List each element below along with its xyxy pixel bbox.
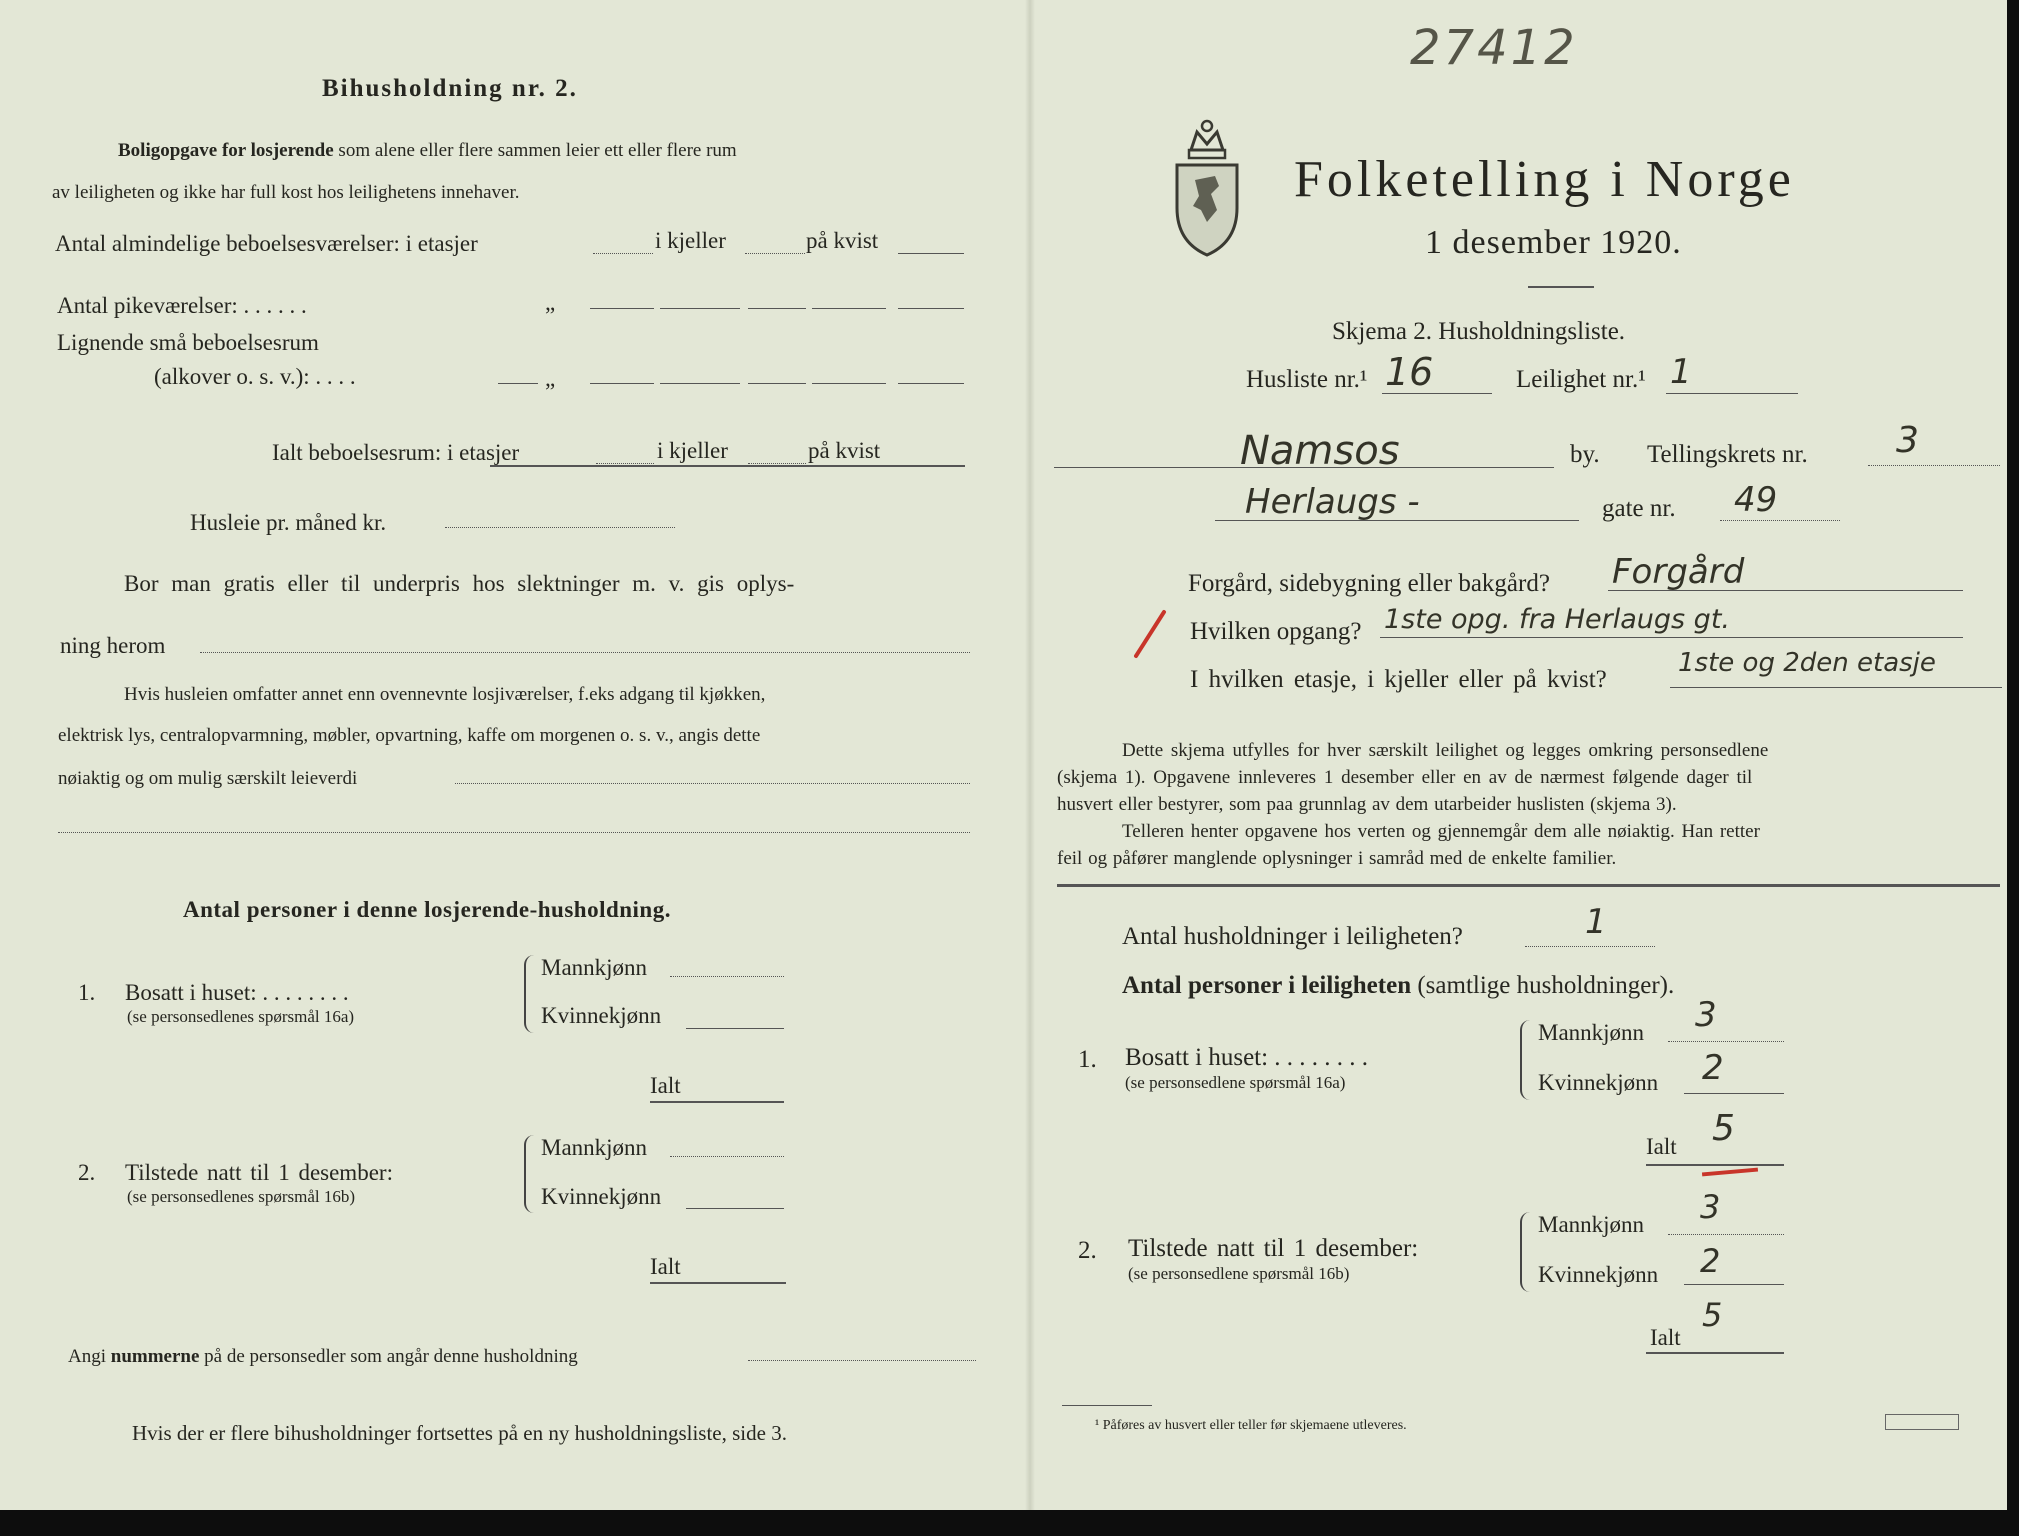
gate-label: gate nr. — [1602, 495, 1676, 522]
husleie-field[interactable] — [445, 527, 675, 528]
opgang-label: Hvilken opgang? — [1190, 618, 1362, 645]
r-item1-kvinne-field[interactable] — [1684, 1093, 1784, 1094]
husliste-label: Husliste nr.¹ — [1246, 366, 1368, 393]
hvis-line-2: elektrisk lys, centralopvarmning, møbler, opvartning, kaffe om morgenen o. s. v., angis dette — [58, 725, 761, 746]
footnote-rule — [1062, 1405, 1152, 1406]
intro-line-2: av leiligheten og ikke har full kost hos leilighetens innehaver. — [52, 182, 520, 203]
lignende-label-1: Lignende små beboelsesrum — [57, 330, 319, 355]
item2-mann-field[interactable] — [670, 1156, 784, 1157]
persons-heading: Antal personer i denne losjerende-husholdning. — [183, 897, 671, 922]
ialt-rooms-underline — [490, 465, 965, 467]
ialt-etasjer-field[interactable] — [596, 463, 654, 464]
intro-line-1 — [118, 140, 737, 162]
left-page-title: Bihusholdning nr. 2. — [322, 75, 578, 102]
item2-ialt-field[interactable] — [650, 1282, 786, 1284]
item1-brace — [524, 955, 538, 1033]
printer-stamp-icon — [1885, 1414, 1959, 1430]
intro-bold: Boligopgave for losjerende — [118, 140, 334, 161]
desc-line-5: feil og påfører manglende oplysninger i samråd med de enkelte familier. — [1057, 848, 1617, 869]
ialt-kjeller-field[interactable] — [748, 463, 806, 464]
pike-kjeller-field[interactable] — [660, 308, 740, 309]
title-rule — [1528, 286, 1594, 288]
leilighet-field[interactable] — [1666, 393, 1798, 394]
hvis-line-1: Hvis husleien omfatter annet enn ovennevnte losjiværelser, f.eks adgang til kjøkken, — [124, 684, 766, 705]
r-item2-ialt-field[interactable] — [1646, 1352, 1784, 1354]
lignende-kjeller-field[interactable] — [660, 383, 740, 384]
item1-label: Bosatt i huset: . . . . . . . . — [125, 980, 349, 1005]
paa-kvist-label-2: på kvist — [808, 438, 881, 463]
ditto-mark-2: „ — [545, 366, 556, 391]
pike-kvist-a-field[interactable] — [748, 308, 806, 309]
husliste-value: 16 — [1385, 350, 1434, 394]
lignende-total-field[interactable] — [898, 383, 964, 384]
form-date: 1 desember 1920. — [1425, 224, 1682, 261]
persons-heading-right — [1122, 972, 1674, 1000]
forgaard-label: Forgård, sidebygning eller bakgård? — [1188, 570, 1550, 597]
kvist-field[interactable] — [898, 253, 964, 254]
lignende-kvist-a-field[interactable] — [748, 383, 806, 384]
desc-line-3: husvert eller bestyrer, som paa grunnlag av dem utarbeider huslisten (skjema 3). — [1057, 794, 1677, 815]
r-tilstede-ialt-value: 5 — [1702, 1296, 1723, 1334]
r-item1-label: Bosatt i huset: . . . . . . . . — [1125, 1044, 1369, 1071]
angi-pre: Angi — [68, 1346, 106, 1367]
r-item1-mann-field[interactable] — [1668, 1041, 1784, 1042]
r-item2-kvinne-field[interactable] — [1684, 1284, 1784, 1285]
husholdninger-value: 1 — [1585, 902, 1607, 942]
pike-total-field[interactable] — [898, 308, 964, 309]
by-value: Namsos — [1240, 428, 1400, 474]
r-item1-mann-label: Mannkjønn — [1538, 1020, 1645, 1045]
item1-mann-label: Mannkjønn — [541, 955, 648, 980]
bor-gratis-field[interactable] — [200, 652, 970, 653]
persons-rest: (samtlige husholdninger). — [1417, 972, 1675, 999]
ditto-mark-1: „ — [545, 290, 556, 315]
husleie-label: Husleie pr. måned kr. — [190, 510, 387, 535]
r-bosatt-kvinne-value: 2 — [1702, 1048, 1724, 1088]
desc-line-4: Telleren henter opgavene hos verten og gjennemgår dem alle nøiaktig. Han retter — [1122, 821, 1760, 842]
form-title: Folketelling i Norge — [1294, 151, 1795, 208]
intro-rest: som alene eller flere sammen leier ett eller flere rum — [338, 140, 737, 161]
gate-nr-value: 49 — [1734, 480, 1778, 520]
bor-gratis-line-2: ning herom — [60, 633, 166, 658]
by-field[interactable] — [1054, 467, 1554, 468]
section-divider — [1057, 884, 2000, 887]
leieverdi-field-2[interactable] — [58, 832, 970, 833]
r-item1-brace — [1520, 1020, 1534, 1100]
item1-mann-field[interactable] — [670, 976, 784, 977]
item2-number: 2. — [78, 1160, 96, 1185]
skjema-label: Skjema 2. Husholdningsliste. — [1332, 318, 1626, 345]
r-item1-sub: (se personsedlene spørsmål 16a) — [1125, 1073, 1346, 1092]
forgaard-field[interactable] — [1608, 590, 1963, 591]
item2-mann-label: Mannkjønn — [541, 1135, 648, 1160]
husholdninger-field[interactable] — [1525, 946, 1655, 947]
r-item2-mann-field[interactable] — [1668, 1234, 1784, 1235]
opgang-value: 1ste opg. fra Herlaugs gt. — [1384, 604, 1730, 635]
r-item2-label: Tilstede natt til 1 desember: — [1128, 1235, 1419, 1262]
bor-gratis-line-1: Bor man gratis eller til underpris hos slektninger m. v. gis oplys- — [124, 571, 795, 596]
i-kjeller-label-1: i kjeller — [655, 228, 726, 253]
etasje-field[interactable] — [1670, 687, 2002, 688]
item1-kvinne-field[interactable] — [686, 1028, 784, 1029]
gate-field[interactable] — [1215, 520, 1579, 521]
husliste-field[interactable] — [1382, 393, 1492, 394]
antal-rooms-label: Antal almindelige beboelsesværelser: i etasjer — [55, 231, 478, 256]
item1-sub: (se personsedlenes spørsmål 16a) — [127, 1007, 355, 1026]
r-item2-brace — [1520, 1212, 1534, 1292]
pike-label: Antal pikeværelser: . . . . . . — [57, 293, 307, 318]
etasje-label: I hvilken etasje, i kjeller eller på kvist? — [1190, 666, 1607, 693]
pike-kvist-b-field[interactable] — [812, 308, 886, 309]
right-page — [1030, 0, 2007, 1510]
tellingskrets-label: Tellingskrets nr. — [1647, 441, 1808, 468]
left-footer: Hvis der er flere bihusholdninger fortsettes på en ny husholdningsliste, side 3. — [132, 1421, 787, 1445]
tellingskrets-value: 3 — [1896, 420, 1919, 461]
archive-stamp-number: 27412 — [1410, 20, 1578, 76]
footnote: ¹ Påføres av husvert eller teller før skjemaene utleveres. — [1095, 1418, 1407, 1433]
lignende-etasjer-field[interactable] — [590, 383, 654, 384]
desc-line-2: (skjema 1). Opgavene innleveres 1 desember eller en av de nærmest følgende dager til — [1057, 767, 1753, 788]
r-item1-ialt-label: Ialt — [1646, 1134, 1677, 1159]
item2-kvinne-label: Kvinnekjønn — [541, 1184, 662, 1209]
r-item1-number: 1. — [1078, 1046, 1097, 1073]
leieverdi-field[interactable] — [455, 783, 970, 784]
hvis-line-3: nøiaktig og om mulig særskilt leieverdi — [58, 768, 358, 789]
leilighet-value: 1 — [1670, 352, 1692, 392]
lignende-dash-field[interactable] — [498, 383, 538, 384]
tellingskrets-field[interactable] — [1868, 465, 2000, 466]
angi-rest: på de personsedler som angår denne husholdning — [204, 1346, 578, 1367]
r-tilstede-mann-value: 3 — [1700, 1188, 1721, 1226]
pike-etasjer-field[interactable] — [590, 308, 654, 309]
red-checkmark-icon — [1132, 608, 1168, 660]
i-kjeller-label-2: i kjeller — [657, 438, 728, 463]
gate-nr-field[interactable] — [1720, 520, 1840, 521]
paa-kvist-label-1: på kvist — [806, 228, 879, 253]
angi-bold: nummerne — [110, 1346, 200, 1367]
red-underline-mark — [1702, 1168, 1758, 1177]
item2-brace — [524, 1135, 538, 1213]
forgaard-value: Forgård — [1612, 552, 1745, 592]
leilighet-label: Leilighet nr.¹ — [1516, 366, 1646, 393]
item2-ialt-label: Ialt — [650, 1254, 681, 1279]
norwegian-coat-of-arms-icon — [1171, 110, 1243, 258]
r-item2-kvinne-label: Kvinnekjønn — [1538, 1262, 1659, 1287]
angi-field[interactable] — [748, 1360, 976, 1361]
lignende-kvist-b-field[interactable] — [812, 383, 886, 384]
kjeller-field[interactable] — [745, 253, 805, 254]
angi-line — [68, 1346, 578, 1368]
husholdninger-label: Antal husholdninger i leiligheten? — [1122, 923, 1463, 950]
r-item2-sub: (se personsedlene spørsmål 16b) — [1128, 1264, 1350, 1283]
r-item2-ialt-label: Ialt — [1650, 1325, 1681, 1350]
r-item1-ialt-field[interactable] — [1646, 1164, 1784, 1166]
item1-kvinne-label: Kvinnekjønn — [541, 1003, 662, 1028]
ialt-rooms-label: Ialt beboelsesrum: i etasjer — [272, 440, 520, 465]
persons-bold: Antal personer i leiligheten — [1122, 972, 1412, 999]
lignende-label-2: (alkover o. s. v.): . . . . — [154, 364, 356, 389]
item1-number: 1. — [78, 980, 96, 1005]
etasje-value: 1ste og 2den etasje — [1678, 648, 1936, 678]
etasjer-field[interactable] — [593, 253, 653, 254]
desc-line-1: Dette skjema utfylles for hver særskilt leilighet og legges omkring personsedlene — [1122, 740, 1769, 761]
r-tilstede-kvinne-value: 2 — [1700, 1242, 1721, 1280]
r-item2-mann-label: Mannkjønn — [1538, 1212, 1645, 1237]
item1-ialt-field[interactable] — [650, 1101, 784, 1103]
opgang-field[interactable] — [1380, 637, 1963, 638]
gate-value: Herlaugs - — [1245, 482, 1420, 522]
item2-kvinne-field[interactable] — [686, 1208, 784, 1209]
r-item1-kvinne-label: Kvinnekjønn — [1538, 1070, 1659, 1095]
by-label: by. — [1570, 441, 1600, 468]
r-bosatt-ialt-value: 5 — [1712, 1108, 1735, 1149]
r-item2-number: 2. — [1078, 1237, 1097, 1264]
item2-sub: (se personsedlenes spørsmål 16b) — [127, 1187, 356, 1206]
item1-ialt-label: Ialt — [650, 1073, 681, 1098]
item2-label: Tilstede natt til 1 desember: — [125, 1160, 393, 1185]
r-bosatt-mann-value: 3 — [1695, 995, 1717, 1035]
